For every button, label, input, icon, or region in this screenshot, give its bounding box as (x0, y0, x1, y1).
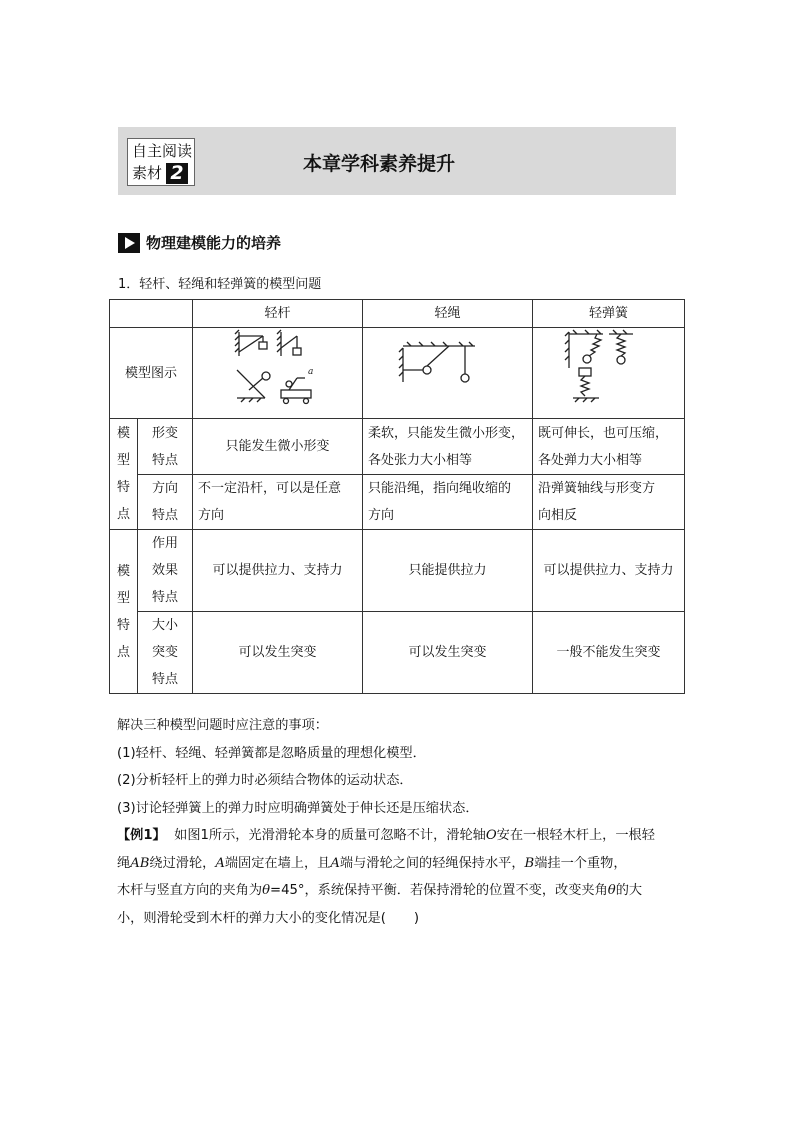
header-rod: 轻杆 (193, 300, 363, 328)
rod-model-diagram (223, 328, 333, 408)
header-rope: 轻绳 (363, 300, 533, 328)
acceleration-label: a (307, 367, 313, 377)
example-label: 【例1】 (117, 828, 166, 843)
reading-material-badge (127, 138, 195, 186)
section-heading (118, 232, 281, 253)
note-item-3: (3)讨论轻弹簧上的弹力时应明确弹簧处于伸长还是压缩状态． (117, 800, 479, 816)
badge-number: 2 (166, 163, 188, 184)
group-label-features: 模 型 特 点 (110, 419, 138, 530)
page-title: 本章学科素养提升 (303, 153, 456, 175)
rope-sudden-cell: 可以发生突变 (363, 612, 533, 694)
table-row-shape (110, 419, 685, 475)
rod-effect-cell: 可以提供拉力、支持力 (193, 530, 363, 612)
notes-and-example (117, 712, 687, 932)
group-label-features-2: 模 型 特 点 (110, 530, 138, 694)
spring-diagram-cell (533, 328, 685, 419)
rod-shape-cell: 只能发生微小形变 (193, 419, 363, 475)
diagram-row (110, 328, 685, 419)
section-title: 物理建模能力的培养 (146, 234, 282, 252)
table-row-direction (110, 475, 685, 530)
spring-sudden-cell: 一般不能发生突变 (533, 612, 685, 694)
row-label-sudden: 大小 突变 特点 (138, 612, 193, 694)
spring-direction-cell: 沿弹簧轴线与形变方 向相反 (533, 475, 685, 530)
diagram-row-label: 模型图示 (110, 328, 193, 419)
rope-model-diagram (393, 338, 503, 398)
rope-direction-cell: 只能沿绳，指向绳收缩的 方向 (363, 475, 533, 530)
example-paragraph: 【例1】 如图1所示，光滑滑轮本身的质量可忽略不计，滑轮轴O安在一根轻木杆上，一根轻 绳AB绕过滑轮，A端固定在墙上，且A端与滑轮之间的轻绳保持水平，B端挂一个重物， 木杆与竖直方向的夹角为θ=45°，系统保持平衡．若保持滑轮的位置不变，改变夹角θ的大 小，则滑轮受到木杆的弹力大小的变化情况是( ) (117, 828, 655, 926)
badge-line1: 自主阅读 (132, 142, 193, 160)
rope-shape-cell: 柔软，只能发生微小形变， 各处张力大小相等 (363, 419, 533, 475)
rod-diagram-cell (193, 328, 363, 419)
table-row-sudden (110, 612, 685, 694)
rod-direction-cell: 不一定沿杆，可以是任意 方向 (193, 475, 363, 530)
spring-effect-cell: 可以提供拉力、支持力 (533, 530, 685, 612)
rope-diagram-cell (363, 328, 533, 419)
spring-shape-cell: 既可伸长，也可压缩， 各处弹力大小相等 (533, 419, 685, 475)
chapter-banner (118, 127, 676, 195)
row-label-effect: 作用 效果 特点 (138, 530, 193, 612)
row-label-direction: 方向 特点 (138, 475, 193, 530)
play-arrow-icon (118, 233, 140, 253)
note-item-2: (2)分析轻杆上的弹力时必须结合物体的运动状态． (117, 773, 413, 788)
row-label-shape: 形变 特点 (138, 419, 193, 475)
notes-intro: 解决三种模型问题时应注意的事项： (117, 718, 328, 733)
spring-model-diagram (559, 328, 659, 408)
header-spring: 轻弹簧 (533, 300, 685, 328)
rod-sudden-cell: 可以发生突变 (193, 612, 363, 694)
table-row-effect (110, 530, 685, 612)
table-header-row (110, 300, 685, 328)
note-item-1: (1)轻杆、轻绳、轻弹簧都是忽略质量的理想化模型． (117, 745, 426, 761)
badge-line2: 素材 (132, 164, 163, 182)
subheading: 1．轻杆、轻绳和轻弹簧的模型问题 (118, 277, 322, 292)
rope-effect-cell: 只能提供拉力 (363, 530, 533, 612)
model-comparison-table (109, 299, 685, 694)
